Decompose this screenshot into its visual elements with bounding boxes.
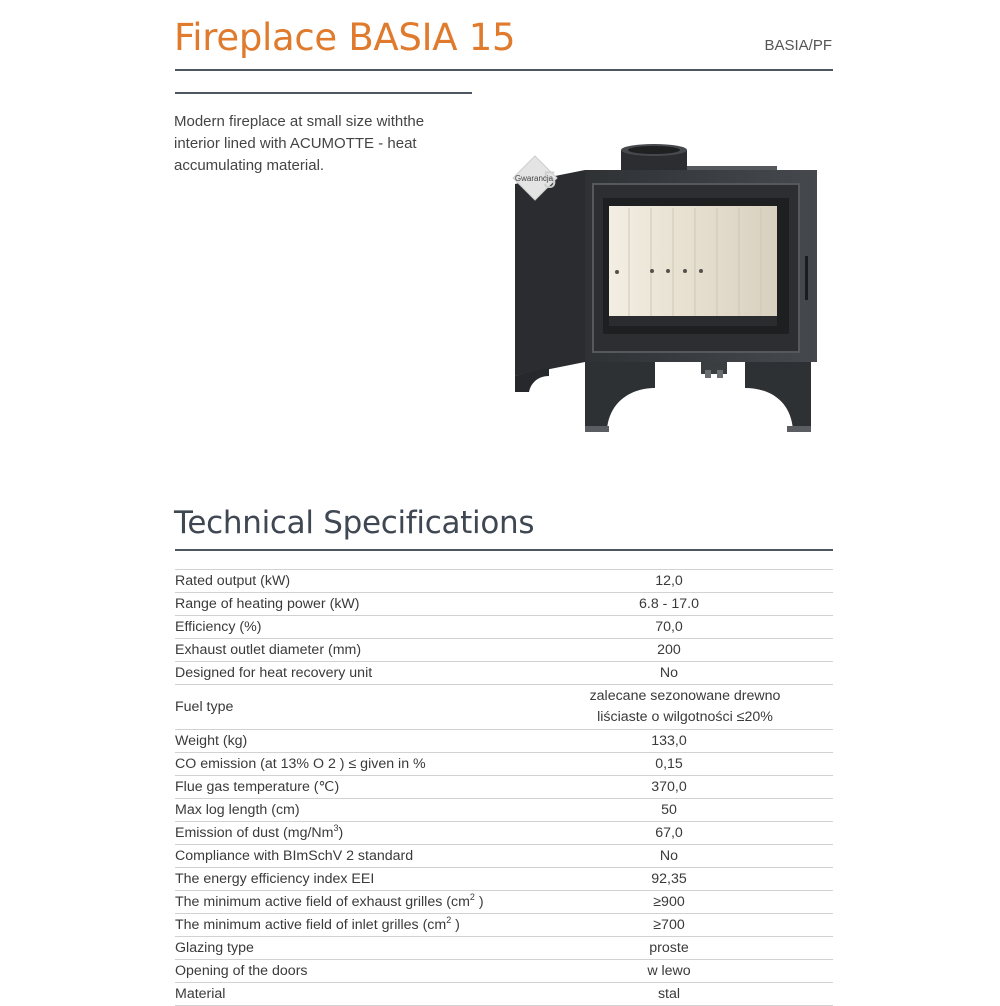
spec-value: 133,0 (505, 730, 833, 753)
spec-value: 6.8 - 17.0 (505, 593, 833, 616)
spec-row (175, 730, 833, 753)
door-handle (805, 256, 808, 300)
warranty-badge-label: Gwarancja (514, 174, 554, 183)
spec-value: 67,0 (505, 822, 833, 845)
spec-label: Exhaust outlet diameter (mm) (175, 639, 505, 662)
spec-value: ≥700 (505, 914, 833, 937)
spec-label: Designed for heat recovery unit (175, 662, 505, 685)
spec-label: CO emission (at 13% O 2 ) ≤ given in % (175, 753, 505, 776)
spec-label: Efficiency (%) (175, 616, 505, 639)
spec-value: zalecane sezonowane drewno liściaste o wilgotności ≤20% (505, 685, 833, 730)
spec-row (175, 960, 833, 983)
spec-row (175, 685, 833, 730)
header-divider (175, 69, 833, 71)
spec-table (175, 569, 833, 1006)
spec-row (175, 799, 833, 822)
spec-label: Material (175, 983, 505, 1006)
spec-value: 92,35 (505, 868, 833, 891)
spec-label: Range of heating power (kW) (175, 593, 505, 616)
spec-value: proste (505, 937, 833, 960)
spec-row (175, 593, 833, 616)
spec-label: Fuel type (175, 685, 505, 730)
spec-value: No (505, 662, 833, 685)
spec-row (175, 868, 833, 891)
description-divider (175, 92, 472, 94)
fireplace-side (515, 170, 585, 376)
spec-row (175, 914, 833, 937)
spec-row (175, 822, 833, 845)
page-title: Fireplace BASIA 15 (174, 16, 516, 59)
spec-label: Rated output (kW) (175, 570, 505, 593)
spec-value: ≥900 (505, 891, 833, 914)
spec-value: w lewo (505, 960, 833, 983)
spec-row (175, 891, 833, 914)
spec-divider (175, 549, 833, 551)
spec-value: No (505, 845, 833, 868)
fireplace-legs (515, 362, 811, 432)
spec-label: Max log length (cm) (175, 799, 505, 822)
spec-row (175, 662, 833, 685)
firebox-window (609, 206, 777, 326)
spec-value: stal (505, 983, 833, 1006)
spec-label: Flue gas temperature (℃) (175, 776, 505, 799)
spec-row (175, 776, 833, 799)
spec-value: 50 (505, 799, 833, 822)
spec-label: The energy efficiency index EEI (175, 868, 505, 891)
spec-value: 370,0 (505, 776, 833, 799)
spec-row (175, 937, 833, 960)
spec-label: Glazing type (175, 937, 505, 960)
spec-row (175, 570, 833, 593)
spec-value: 12,0 (505, 570, 833, 593)
spec-label: The minimum active field of inlet grilles ($cm^2$ ) (175, 914, 505, 937)
spec-label: Weight (kg) (175, 730, 505, 753)
spec-value: 70,0 (505, 616, 833, 639)
spec-heading: Technical Specifications (174, 505, 535, 541)
product-description: Modern fireplace at small size withthe interior lined with ACUMOTTE - heat accumulating material. (174, 113, 425, 174)
spec-row (175, 845, 833, 868)
spec-label: Opening of the doors (175, 960, 505, 983)
fireplace-image (505, 140, 825, 440)
spec-row (175, 639, 833, 662)
spec-row (175, 983, 833, 1006)
product-code: BASIA/PF (764, 37, 832, 54)
spec-label: Emission of dust (mg/Nm$^3$) (175, 822, 505, 845)
spec-value: 0,15 (505, 753, 833, 776)
spec-row (175, 753, 833, 776)
spec-label: Compliance with BImSchV 2 standard (175, 845, 505, 868)
spec-label: The minimum active field of exhaust grilles ($cm^2$ ) (175, 891, 505, 914)
spec-row (175, 616, 833, 639)
warranty-badge-number: 5 (543, 167, 557, 194)
spec-value: 200 (505, 639, 833, 662)
